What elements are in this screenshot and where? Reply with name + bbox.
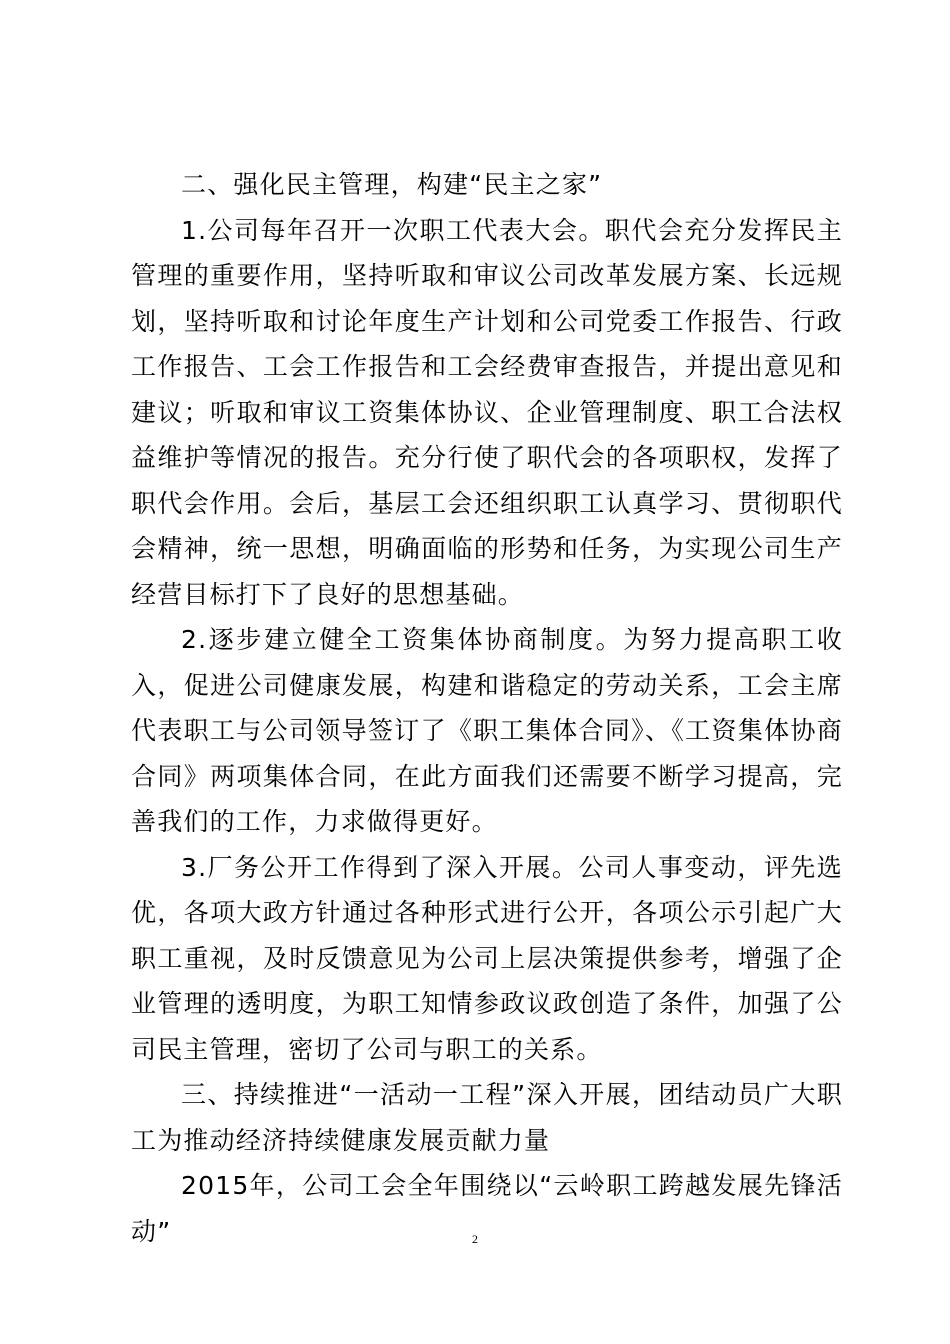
section-heading-3: 三、持续推进“一活动一工程”深入开展，团结动员广大职工为推动经济持续健康发展贡献力量	[131, 1080, 843, 1155]
paragraph-item-3: 3.厂务公开工作得到了深入开展。公司人事变动，评先选优，各项大政方针通过各种形式进行公开，各项公示引起广大职工重视，及时反馈意见为公司上层决策提供参考，增强了企业管理的透明度，为职工知情参政议政创造了条件，加强了公司民主管理，密切了公司与职工的关系。	[131, 852, 843, 1064]
paragraph-2015: 2015年，公司工会全年围绕以“云岭职工跨越发展先锋活动”	[131, 1171, 843, 1246]
page-number: 2	[472, 1232, 478, 1246]
section-heading-2: 二、强化民主管理，构建“民主之家”	[181, 170, 603, 199]
paragraph-item-1: 1.公司每年召开一次职工代表大会。职代会充分发挥民主管理的重要作用，坚持听取和审议公司改革发展方案、长远规划，坚持听取和讨论年度生产计划和公司党委工作报告、行政工作报告、工会工作报告和工会经费审查报告，并提出意见和建议；听取和审议工资集体协议、企业管理制度、职工合法权益维护等情况的报告。充分行使了职代会的各项职权，发挥了职代会作用。会后，基层工会还组织职工认真学习、贯彻职代会精神，统一思想，明确面临的形势和任务，为实现公司生产经营目标打下了良好的思想基础。	[131, 215, 843, 609]
paragraph-item-2: 2.逐步建立健全工资集体协商制度。为努力提高职工收入，促进公司健康发展，构建和谐稳定的劳动关系，工会主席代表职工与公司领导签订了《职工集体合同》、《工资集体协商合同》两项集体合同，在此方面我们还需要不断学习提高，完善我们的工作，力求做得更好。	[131, 625, 843, 836]
document-body	[131, 162, 843, 1254]
